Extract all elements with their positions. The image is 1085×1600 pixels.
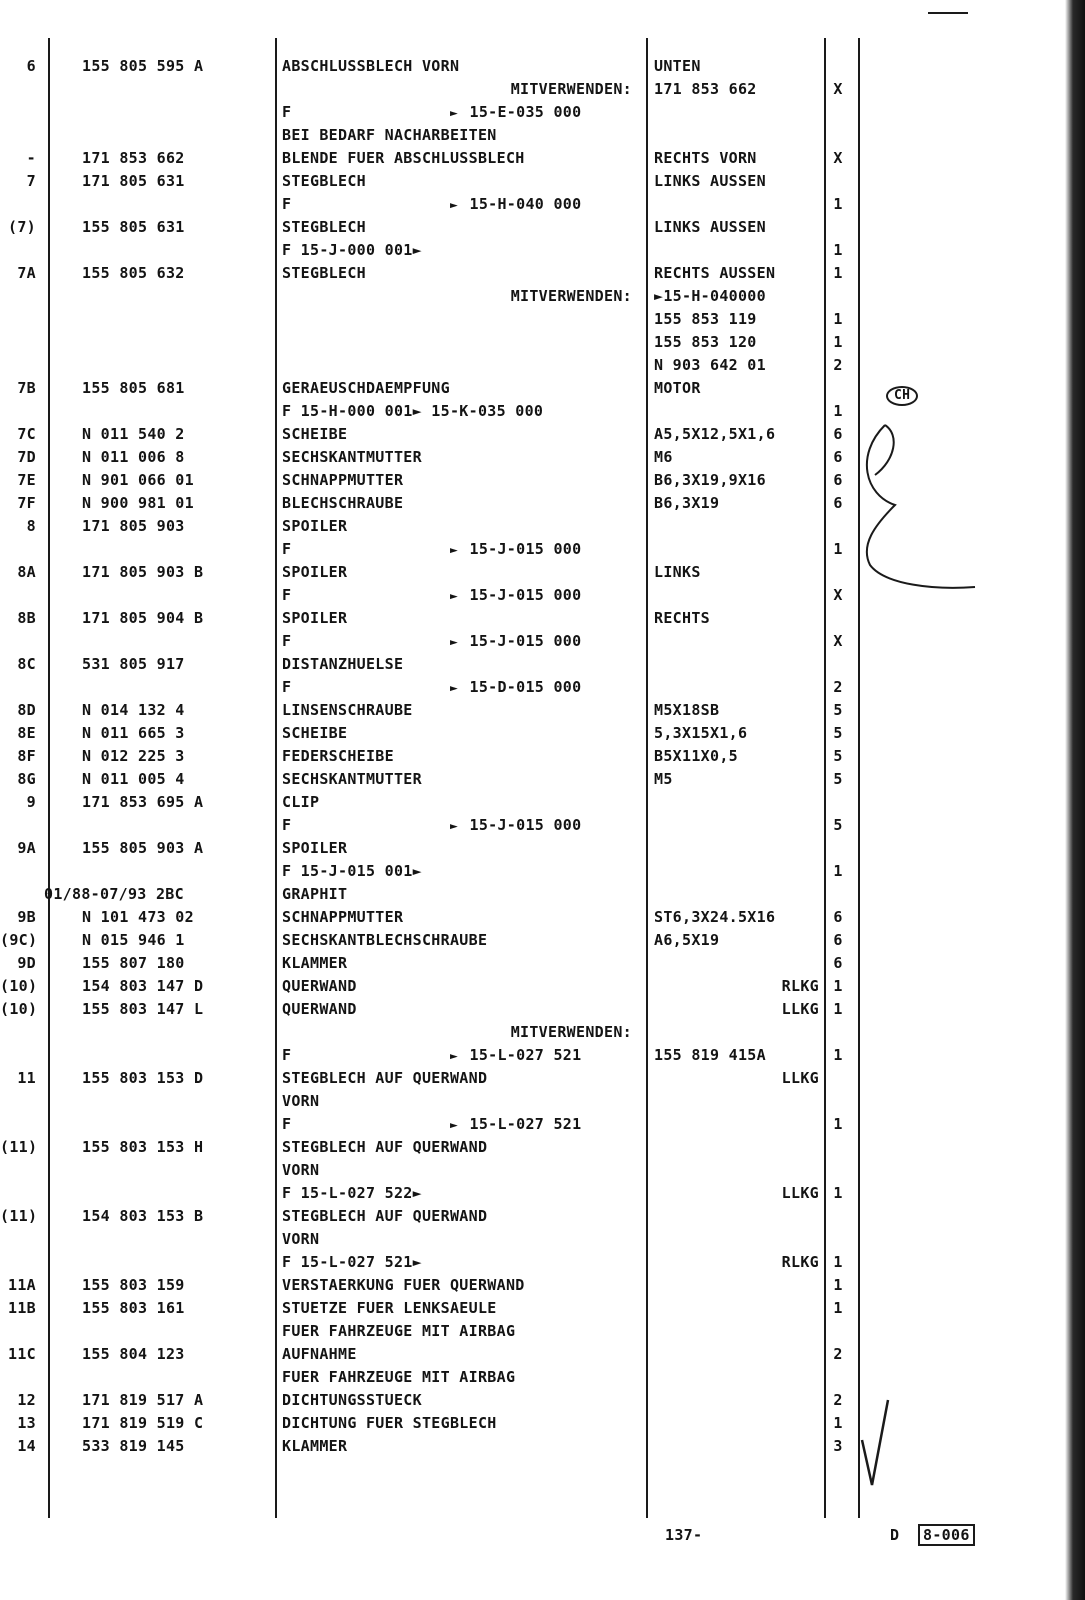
part-description: KLAMMER — [282, 954, 348, 972]
part-description: QUERWAND — [282, 1000, 357, 1018]
position-number: 11C — [8, 1345, 36, 1363]
table-row — [0, 906, 1085, 929]
part-number: 171 805 903 — [82, 517, 185, 535]
part-description: STEGBLECH AUF QUERWAND — [282, 1069, 488, 1087]
table-row — [0, 584, 1085, 607]
remark: LINKS AUSSEN — [654, 218, 766, 236]
position-number: 11 — [17, 1069, 36, 1087]
section-reference: 8-006 — [918, 1524, 975, 1546]
arrow-right-icon: ► — [450, 635, 459, 650]
part-description: SCHEIBE — [282, 724, 348, 742]
part-description: DICHTUNGSSTUECK — [282, 1391, 422, 1409]
table-row — [0, 515, 1085, 538]
part-description: FUER FAHRZEUGE MIT AIRBAG — [282, 1368, 516, 1386]
quantity: 1 — [833, 264, 843, 282]
table-row — [0, 446, 1085, 469]
table-row — [0, 170, 1085, 193]
part-description: SCHNAPPMUTTER — [282, 471, 404, 489]
ident-number: 15-L-027 521 — [469, 1046, 582, 1064]
top-rule — [928, 12, 968, 14]
quantity: X — [833, 632, 843, 650]
table-row — [0, 975, 1085, 998]
table-row — [0, 124, 1085, 147]
arrow-right-icon: ► — [450, 819, 459, 834]
quantity: 5 — [833, 770, 843, 788]
part-description: VORN — [282, 1092, 320, 1110]
quantity: 1 — [833, 1414, 843, 1432]
table-row — [0, 423, 1085, 446]
remark: B5X11X0,5 — [654, 747, 738, 765]
remark: 5,3X15X1,6 — [654, 724, 748, 742]
remark: N 903 642 01 — [654, 356, 766, 374]
position-number: 14 — [17, 1437, 36, 1455]
remark: RECHTS — [654, 609, 710, 627]
part-number: 171 853 695 A — [82, 793, 204, 811]
position-number: 7D — [17, 448, 36, 466]
quantity: 1 — [833, 540, 843, 558]
part-description: BEI BEDARF NACHARBEITEN — [282, 126, 497, 144]
quantity: X — [833, 586, 843, 604]
table-row — [0, 722, 1085, 745]
quantity: 5 — [833, 701, 843, 719]
position-number: 11A — [8, 1276, 36, 1294]
part-description: F 15-L-027 521► — [282, 1253, 422, 1271]
part-number: N 014 132 4 — [82, 701, 185, 719]
table-row — [0, 101, 1085, 124]
quantity: 6 — [833, 471, 843, 489]
table-row — [0, 1366, 1085, 1389]
quantity: 1 — [833, 1184, 843, 1202]
part-description: F — [282, 678, 292, 696]
part-number: 154 803 153 B — [82, 1207, 204, 1225]
table-row — [0, 1412, 1085, 1435]
part-description: F — [282, 1046, 292, 1064]
part-description: STEGBLECH — [282, 264, 366, 282]
part-description: SCHEIBE — [282, 425, 348, 443]
ident-number: 15-J-015 000 — [469, 632, 582, 650]
table-row — [0, 262, 1085, 285]
part-number: N 012 225 3 — [82, 747, 185, 765]
page-number: 137- — [665, 1526, 703, 1544]
part-description: FEDERSCHEIBE — [282, 747, 394, 765]
position-number: 9B — [17, 908, 36, 926]
vehicle-ident-range — [448, 538, 581, 562]
table-row — [0, 377, 1085, 400]
remark-code: LLKG — [781, 1184, 819, 1202]
part-description: FUER FAHRZEUGE MIT AIRBAG — [282, 1322, 516, 1340]
remark: LINKS AUSSEN — [654, 172, 766, 190]
part-description: F 15-J-000 001► — [282, 241, 422, 259]
part-number: N 900 981 01 — [82, 494, 194, 512]
remark: A6,5X19 — [654, 931, 720, 949]
table-row — [0, 1113, 1085, 1136]
table-row — [0, 239, 1085, 262]
table-row — [0, 1274, 1085, 1297]
arrow-right-icon: ► — [450, 1118, 459, 1133]
quantity: 5 — [833, 747, 843, 765]
position-number: 11B — [8, 1299, 36, 1317]
part-description: BLECHSCHRAUBE — [282, 494, 404, 512]
part-description: SECHSKANTMUTTER — [282, 448, 422, 466]
quantity: 1 — [833, 1253, 843, 1271]
part-description: STEGBLECH AUF QUERWAND — [282, 1207, 488, 1225]
table-row — [0, 1320, 1085, 1343]
table-row — [0, 814, 1085, 837]
part-description-note: MITVERWENDEN: — [510, 287, 632, 305]
table-row — [0, 1182, 1085, 1205]
part-number: 533 819 145 — [82, 1437, 185, 1455]
arrow-right-icon: ► — [450, 589, 459, 604]
table-row — [0, 1297, 1085, 1320]
table-row — [0, 998, 1085, 1021]
vehicle-ident-range — [448, 1044, 581, 1068]
remark: 155 853 119 — [654, 310, 757, 328]
arrow-right-icon: ► — [450, 198, 459, 213]
vehicle-ident-range — [448, 101, 581, 125]
remark: 155 819 415A — [654, 1046, 766, 1064]
part-description: F 15-L-027 522► — [282, 1184, 422, 1202]
position-number: 8D — [17, 701, 36, 719]
table-row — [0, 1159, 1085, 1182]
position-number: 8A — [17, 563, 36, 581]
table-row — [0, 308, 1085, 331]
table-row — [0, 676, 1085, 699]
quantity: 6 — [833, 954, 843, 972]
part-description: QUERWAND — [282, 977, 357, 995]
part-number: 155 803 161 — [82, 1299, 185, 1317]
ident-number: 15-H-040 000 — [469, 195, 582, 213]
part-number: 155 803 147 L — [82, 1000, 204, 1018]
vehicle-ident-range — [448, 814, 581, 838]
quantity: 6 — [833, 494, 843, 512]
quantity: 6 — [833, 908, 843, 926]
part-number: 171 819 517 A — [82, 1391, 204, 1409]
arrow-right-icon: ► — [450, 543, 459, 558]
remark: UNTEN — [654, 57, 701, 75]
quantity: 2 — [833, 356, 843, 374]
part-number: 171 805 903 B — [82, 563, 204, 581]
position-number: 9D — [17, 954, 36, 972]
table-row — [0, 1435, 1085, 1458]
remark: RECHTS AUSSEN — [654, 264, 776, 282]
vehicle-ident-range — [448, 1113, 581, 1137]
part-description: DICHTUNG FUER STEGBLECH — [282, 1414, 497, 1432]
table-row — [0, 538, 1085, 561]
part-description: STEGBLECH — [282, 172, 366, 190]
part-number: 155 805 631 — [82, 218, 185, 236]
ident-number: 15-D-015 000 — [469, 678, 582, 696]
part-description: GERAEUSCHDAEMPFUNG — [282, 379, 450, 397]
ident-number: 15-J-015 000 — [469, 540, 582, 558]
table-row — [0, 699, 1085, 722]
position-number: 7B — [17, 379, 36, 397]
quantity: 6 — [833, 931, 843, 949]
part-number: 155 803 159 — [82, 1276, 185, 1294]
quantity: 2 — [833, 1345, 843, 1363]
arrow-right-icon: ► — [450, 1049, 459, 1064]
remark: M6 — [654, 448, 673, 466]
part-description-note: MITVERWENDEN: — [510, 80, 632, 98]
part-description: SECHSKANTBLECHSCHRAUBE — [282, 931, 488, 949]
part-description: F — [282, 1115, 292, 1133]
part-number: 155 804 123 — [82, 1345, 185, 1363]
part-description: LINSENSCHRAUBE — [282, 701, 413, 719]
position-number: - — [26, 149, 36, 167]
footer-letter: D — [890, 1526, 900, 1544]
arrow-right-icon: ► — [450, 681, 459, 696]
table-row — [0, 1251, 1085, 1274]
position-number: 6 — [26, 57, 36, 75]
remark: ►15-H-040000 — [654, 287, 766, 305]
position-number: 8B — [17, 609, 36, 627]
table-row — [0, 216, 1085, 239]
part-number: 155 805 632 — [82, 264, 185, 282]
quantity: 1 — [833, 310, 843, 328]
quantity: 2 — [833, 678, 843, 696]
table-row — [0, 768, 1085, 791]
table-row — [0, 78, 1085, 101]
position-number: 7 — [26, 172, 36, 190]
ident-number: 15-L-027 521 — [469, 1115, 582, 1133]
part-description: F — [282, 586, 292, 604]
part-number: N 101 473 02 — [82, 908, 194, 926]
remark: M5X18SB — [654, 701, 720, 719]
part-number: N 011 006 8 — [82, 448, 185, 466]
position-number: 9A — [17, 839, 36, 857]
table-row — [0, 1228, 1085, 1251]
arrow-right-icon: ► — [450, 106, 459, 121]
table-row — [0, 929, 1085, 952]
table-row — [0, 1343, 1085, 1366]
part-number: 155 803 153 H — [82, 1138, 204, 1156]
part-number: 171 819 519 C — [82, 1414, 204, 1432]
part-description: ABSCHLUSSBLECH VORN — [282, 57, 460, 75]
ch-stamp: CH — [886, 386, 918, 406]
remark: 171 853 662 — [654, 80, 757, 98]
part-description: F 15-J-015 001► — [282, 862, 422, 880]
part-number: 155 803 153 D — [82, 1069, 204, 1087]
position-number: (10) — [0, 977, 38, 995]
part-description: AUFNAHME — [282, 1345, 357, 1363]
quantity: X — [833, 80, 843, 98]
quantity: 6 — [833, 448, 843, 466]
part-number: 171 805 904 B — [82, 609, 204, 627]
remark: 155 853 120 — [654, 333, 757, 351]
part-description: F — [282, 632, 292, 650]
table-row — [0, 860, 1085, 883]
quantity: 1 — [833, 1276, 843, 1294]
part-number: 155 805 681 — [82, 379, 185, 397]
table-row — [0, 285, 1085, 308]
quantity: 1 — [833, 195, 843, 213]
part-description: SECHSKANTMUTTER — [282, 770, 422, 788]
table-row — [0, 561, 1085, 584]
part-number: N 011 005 4 — [82, 770, 185, 788]
position-number: 7E — [17, 471, 36, 489]
part-description: SCHNAPPMUTTER — [282, 908, 404, 926]
remark-code: LLKG — [781, 1000, 819, 1018]
vehicle-ident-range — [448, 630, 581, 654]
remark-code: RLKG — [781, 977, 819, 995]
part-description: VERSTAERKUNG FUER QUERWAND — [282, 1276, 525, 1294]
table-row — [0, 492, 1085, 515]
table-row — [0, 745, 1085, 768]
table-row — [0, 952, 1085, 975]
parts-list — [0, 55, 1085, 1458]
part-description-note: MITVERWENDEN: — [510, 1023, 632, 1041]
table-row — [0, 400, 1085, 423]
table-row — [0, 837, 1085, 860]
position-number: 12 — [17, 1391, 36, 1409]
position-number: 7C — [17, 425, 36, 443]
remark: LINKS — [654, 563, 701, 581]
position-number: 7A — [17, 264, 36, 282]
ident-number: 15-J-015 000 — [469, 816, 582, 834]
table-row — [0, 147, 1085, 170]
part-description: VORN — [282, 1230, 320, 1248]
vehicle-ident-range — [448, 584, 581, 608]
position-number: (9C) — [0, 931, 38, 949]
quantity: X — [833, 149, 843, 167]
part-description: SPOILER — [282, 609, 348, 627]
part-description: STEGBLECH AUF QUERWAND — [282, 1138, 488, 1156]
ident-number: 15-J-015 000 — [469, 586, 582, 604]
part-description: STEGBLECH — [282, 218, 366, 236]
remark: MOTOR — [654, 379, 701, 397]
position-number: (11) — [0, 1138, 38, 1156]
part-description: GRAPHIT — [282, 885, 348, 903]
part-number: 155 805 595 A — [82, 57, 204, 75]
part-number: N 011 540 2 — [82, 425, 185, 443]
date-range: 01/88-07/93 2BC — [44, 885, 184, 903]
part-description: DISTANZHUELSE — [282, 655, 404, 673]
remark: A5,5X12,5X1,6 — [654, 425, 776, 443]
table-row — [0, 193, 1085, 216]
part-description: SPOILER — [282, 517, 348, 535]
part-description: STUETZE FUER LENKSAEULE — [282, 1299, 497, 1317]
part-number: N 011 665 3 — [82, 724, 185, 742]
position-number: 7F — [17, 494, 36, 512]
remark: M5 — [654, 770, 673, 788]
remark: B6,3X19 — [654, 494, 720, 512]
quantity: 1 — [833, 241, 843, 259]
part-number: 531 805 917 — [82, 655, 185, 673]
quantity: 5 — [833, 816, 843, 834]
table-row — [0, 883, 1085, 906]
quantity: 2 — [833, 1391, 843, 1409]
table-row — [0, 607, 1085, 630]
quantity: 1 — [833, 402, 843, 420]
quantity: 1 — [833, 1299, 843, 1317]
table-row — [0, 354, 1085, 377]
part-description: F — [282, 816, 292, 834]
position-number: 8C — [17, 655, 36, 673]
position-number: 8G — [17, 770, 36, 788]
quantity: 1 — [833, 1115, 843, 1133]
table-row — [0, 1044, 1085, 1067]
vehicle-ident-range — [448, 676, 581, 700]
part-description: F — [282, 103, 292, 121]
table-row — [0, 1205, 1085, 1228]
remark: RECHTS VORN — [654, 149, 757, 167]
quantity: 3 — [833, 1437, 843, 1455]
position-number: 8 — [26, 517, 36, 535]
position-number: 8E — [17, 724, 36, 742]
part-description: SPOILER — [282, 839, 348, 857]
quantity: 1 — [833, 977, 843, 995]
table-row — [0, 1136, 1085, 1159]
part-number: 154 803 147 D — [82, 977, 204, 995]
position-number: 13 — [17, 1414, 36, 1432]
table-row — [0, 791, 1085, 814]
quantity: 1 — [833, 1000, 843, 1018]
table-row — [0, 630, 1085, 653]
part-number: 171 853 662 — [82, 149, 185, 167]
position-number: (10) — [0, 1000, 38, 1018]
quantity: 5 — [833, 724, 843, 742]
part-description: SPOILER — [282, 563, 348, 581]
part-description: BLENDE FUER ABSCHLUSSBLECH — [282, 149, 525, 167]
part-description: KLAMMER — [282, 1437, 348, 1455]
position-number: 8F — [17, 747, 36, 765]
part-description: F — [282, 540, 292, 558]
remark-code: RLKG — [781, 1253, 819, 1271]
table-row — [0, 469, 1085, 492]
table-row — [0, 331, 1085, 354]
part-number: N 015 946 1 — [82, 931, 185, 949]
part-number: 171 805 631 — [82, 172, 185, 190]
table-row — [0, 653, 1085, 676]
part-description: VORN — [282, 1161, 320, 1179]
quantity: 1 — [833, 333, 843, 351]
part-number: 155 805 903 A — [82, 839, 204, 857]
table-row — [0, 1067, 1085, 1090]
part-description: F 15-H-000 001► 15-K-035 000 — [282, 402, 544, 420]
part-number: N 901 066 01 — [82, 471, 194, 489]
vehicle-ident-range — [448, 193, 581, 217]
position-number: (11) — [0, 1207, 38, 1225]
remark: B6,3X19,9X16 — [654, 471, 766, 489]
table-row — [0, 1389, 1085, 1412]
part-description: F — [282, 195, 292, 213]
part-number: 155 807 180 — [82, 954, 185, 972]
quantity: 1 — [833, 1046, 843, 1064]
ident-number: 15-E-035 000 — [469, 103, 582, 121]
position-number: (7) — [8, 218, 36, 236]
table-row — [0, 1090, 1085, 1113]
table-row — [0, 1021, 1085, 1044]
position-number: 9 — [26, 793, 36, 811]
quantity: 6 — [833, 425, 843, 443]
quantity: 1 — [833, 862, 843, 880]
remark-code: LLKG — [781, 1069, 819, 1087]
table-row — [0, 55, 1085, 78]
remark: ST6,3X24.5X16 — [654, 908, 776, 926]
part-description: CLIP — [282, 793, 320, 811]
